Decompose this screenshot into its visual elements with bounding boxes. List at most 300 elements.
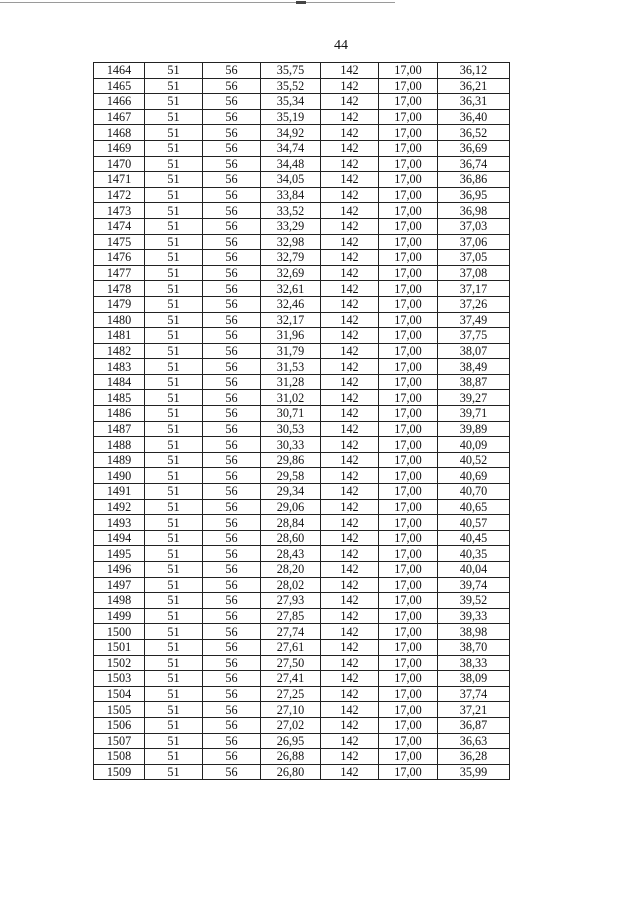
table-cell: 1481 <box>94 328 145 344</box>
table-cell: 36,28 <box>438 749 510 765</box>
table-cell: 37,06 <box>438 234 510 250</box>
table-cell: 37,03 <box>438 218 510 234</box>
table-cell: 142 <box>321 686 379 702</box>
table-cell: 56 <box>203 655 261 671</box>
table-cell: 51 <box>145 140 203 156</box>
table-cell: 51 <box>145 359 203 375</box>
table-cell: 29,86 <box>261 452 321 468</box>
table-cell: 1465 <box>94 78 145 94</box>
table-cell: 17,00 <box>379 343 438 359</box>
table-cell: 142 <box>321 452 379 468</box>
table-cell: 1491 <box>94 484 145 500</box>
table-row <box>94 452 510 468</box>
table-cell: 142 <box>321 406 379 422</box>
table-cell: 17,00 <box>379 140 438 156</box>
table-cell: 142 <box>321 296 379 312</box>
table-row <box>94 702 510 718</box>
table-cell: 56 <box>203 390 261 406</box>
table-cell: 142 <box>321 655 379 671</box>
table-row <box>94 343 510 359</box>
table-row <box>94 421 510 437</box>
table-cell: 38,98 <box>438 624 510 640</box>
table-cell: 56 <box>203 234 261 250</box>
table-cell: 1487 <box>94 421 145 437</box>
table-cell: 40,09 <box>438 437 510 453</box>
table-cell: 142 <box>321 515 379 531</box>
table-cell: 17,00 <box>379 374 438 390</box>
table-body <box>94 63 510 780</box>
table-row <box>94 624 510 640</box>
table-row <box>94 499 510 515</box>
table-cell: 36,87 <box>438 717 510 733</box>
table-cell: 40,45 <box>438 530 510 546</box>
table-cell: 17,00 <box>379 156 438 172</box>
table-cell: 51 <box>145 749 203 765</box>
table-cell: 51 <box>145 702 203 718</box>
table-cell: 1483 <box>94 359 145 375</box>
table-cell: 51 <box>145 281 203 297</box>
table-cell: 51 <box>145 624 203 640</box>
table-cell: 31,53 <box>261 359 321 375</box>
table-row <box>94 639 510 655</box>
table-cell: 17,00 <box>379 312 438 328</box>
table-cell: 17,00 <box>379 577 438 593</box>
table-cell: 56 <box>203 499 261 515</box>
table-cell: 56 <box>203 671 261 687</box>
table-cell: 142 <box>321 764 379 780</box>
table-cell: 17,00 <box>379 593 438 609</box>
table-cell: 40,35 <box>438 546 510 562</box>
table-cell: 38,87 <box>438 374 510 390</box>
table-row <box>94 593 510 609</box>
table-cell: 142 <box>321 593 379 609</box>
table-row <box>94 562 510 578</box>
table-cell: 1485 <box>94 390 145 406</box>
table-cell: 17,00 <box>379 515 438 531</box>
table-cell: 40,04 <box>438 562 510 578</box>
table-cell: 37,17 <box>438 281 510 297</box>
table-cell: 34,92 <box>261 125 321 141</box>
table-cell: 51 <box>145 686 203 702</box>
table-cell: 17,00 <box>379 717 438 733</box>
table-cell: 56 <box>203 717 261 733</box>
table-cell: 37,74 <box>438 686 510 702</box>
table-cell: 51 <box>145 655 203 671</box>
table-cell: 56 <box>203 577 261 593</box>
table-cell: 142 <box>321 639 379 655</box>
table-row <box>94 172 510 188</box>
table-cell: 142 <box>321 484 379 500</box>
table-cell: 35,75 <box>261 63 321 79</box>
table-row <box>94 546 510 562</box>
table-row <box>94 764 510 780</box>
table-cell: 17,00 <box>379 546 438 562</box>
table-cell: 29,06 <box>261 499 321 515</box>
table-cell: 17,00 <box>379 281 438 297</box>
table-cell: 27,41 <box>261 671 321 687</box>
table-cell: 56 <box>203 125 261 141</box>
table-cell: 56 <box>203 546 261 562</box>
table-cell: 28,20 <box>261 562 321 578</box>
table-cell: 142 <box>321 94 379 110</box>
table-cell: 36,74 <box>438 156 510 172</box>
table-cell: 37,75 <box>438 328 510 344</box>
table-cell: 51 <box>145 125 203 141</box>
table-cell: 17,00 <box>379 764 438 780</box>
table-cell: 142 <box>321 203 379 219</box>
table-cell: 56 <box>203 733 261 749</box>
table-cell: 51 <box>145 437 203 453</box>
table-cell: 51 <box>145 63 203 79</box>
table-cell: 40,57 <box>438 515 510 531</box>
table-cell: 142 <box>321 671 379 687</box>
table-cell: 56 <box>203 515 261 531</box>
table-cell: 36,31 <box>438 94 510 110</box>
table-cell: 30,71 <box>261 406 321 422</box>
table-cell: 51 <box>145 639 203 655</box>
table-cell: 51 <box>145 608 203 624</box>
table-cell: 1488 <box>94 437 145 453</box>
table-cell: 56 <box>203 764 261 780</box>
data-table <box>93 62 510 780</box>
table-cell: 1476 <box>94 250 145 266</box>
table-cell: 36,21 <box>438 78 510 94</box>
table-row <box>94 94 510 110</box>
table-cell: 51 <box>145 562 203 578</box>
table-cell: 56 <box>203 468 261 484</box>
table-cell: 56 <box>203 749 261 765</box>
table-cell: 51 <box>145 312 203 328</box>
table-cell: 1497 <box>94 577 145 593</box>
table-cell: 51 <box>145 265 203 281</box>
table-cell: 51 <box>145 671 203 687</box>
table-cell: 142 <box>321 577 379 593</box>
table-row <box>94 655 510 671</box>
table-cell: 142 <box>321 140 379 156</box>
table-cell: 17,00 <box>379 499 438 515</box>
table-cell: 56 <box>203 156 261 172</box>
table-cell: 35,99 <box>438 764 510 780</box>
table-cell: 17,00 <box>379 484 438 500</box>
table-cell: 142 <box>321 250 379 266</box>
table-cell: 1504 <box>94 686 145 702</box>
table-cell: 56 <box>203 312 261 328</box>
table-cell: 1480 <box>94 312 145 328</box>
table-cell: 1502 <box>94 655 145 671</box>
table-cell: 17,00 <box>379 562 438 578</box>
table-cell: 51 <box>145 218 203 234</box>
table-cell: 36,63 <box>438 733 510 749</box>
table-cell: 56 <box>203 686 261 702</box>
table-cell: 27,10 <box>261 702 321 718</box>
table-cell: 31,02 <box>261 390 321 406</box>
table-cell: 30,53 <box>261 421 321 437</box>
table-row <box>94 218 510 234</box>
table-cell: 39,74 <box>438 577 510 593</box>
table-cell: 17,00 <box>379 421 438 437</box>
table-cell: 51 <box>145 406 203 422</box>
table-cell: 35,19 <box>261 109 321 125</box>
table-cell: 1500 <box>94 624 145 640</box>
table-cell: 56 <box>203 437 261 453</box>
table-cell: 142 <box>321 218 379 234</box>
table-cell: 17,00 <box>379 686 438 702</box>
table-cell: 1484 <box>94 374 145 390</box>
table-cell: 17,00 <box>379 437 438 453</box>
table-cell: 30,33 <box>261 437 321 453</box>
table-cell: 51 <box>145 499 203 515</box>
table-row <box>94 63 510 79</box>
table-cell: 56 <box>203 484 261 500</box>
table-cell: 56 <box>203 452 261 468</box>
table-cell: 51 <box>145 733 203 749</box>
table-cell: 51 <box>145 468 203 484</box>
table-cell: 1507 <box>94 733 145 749</box>
table-cell: 17,00 <box>379 390 438 406</box>
table-cell: 34,74 <box>261 140 321 156</box>
table-cell: 17,00 <box>379 218 438 234</box>
table-cell: 56 <box>203 78 261 94</box>
table-row <box>94 296 510 312</box>
table-cell: 142 <box>321 562 379 578</box>
table-cell: 1477 <box>94 265 145 281</box>
table-cell: 38,07 <box>438 343 510 359</box>
table-cell: 1498 <box>94 593 145 609</box>
table-row <box>94 749 510 765</box>
table-cell: 1492 <box>94 499 145 515</box>
table-cell: 17,00 <box>379 125 438 141</box>
table-cell: 17,00 <box>379 250 438 266</box>
table-row <box>94 140 510 156</box>
table-cell: 17,00 <box>379 608 438 624</box>
table-cell: 1489 <box>94 452 145 468</box>
table-cell: 142 <box>321 624 379 640</box>
table-cell: 51 <box>145 515 203 531</box>
table-cell: 33,84 <box>261 187 321 203</box>
table-cell: 36,98 <box>438 203 510 219</box>
table-cell: 142 <box>321 374 379 390</box>
table-cell: 56 <box>203 296 261 312</box>
table-cell: 17,00 <box>379 296 438 312</box>
table-cell: 142 <box>321 608 379 624</box>
table-row <box>94 109 510 125</box>
table-cell: 32,46 <box>261 296 321 312</box>
table-row <box>94 577 510 593</box>
table-cell: 51 <box>145 203 203 219</box>
table-row <box>94 530 510 546</box>
table-cell: 27,02 <box>261 717 321 733</box>
table-cell: 51 <box>145 374 203 390</box>
table-row <box>94 203 510 219</box>
table-cell: 1482 <box>94 343 145 359</box>
table-cell: 142 <box>321 281 379 297</box>
table-row <box>94 390 510 406</box>
table-cell: 56 <box>203 109 261 125</box>
table-cell: 56 <box>203 172 261 188</box>
table-cell: 27,74 <box>261 624 321 640</box>
table-cell: 51 <box>145 328 203 344</box>
table-cell: 142 <box>321 187 379 203</box>
table-cell: 37,08 <box>438 265 510 281</box>
table-cell: 142 <box>321 265 379 281</box>
table-cell: 56 <box>203 281 261 297</box>
table-cell: 51 <box>145 234 203 250</box>
table-cell: 36,69 <box>438 140 510 156</box>
table-row <box>94 250 510 266</box>
table-cell: 1470 <box>94 156 145 172</box>
table-cell: 51 <box>145 187 203 203</box>
table-cell: 56 <box>203 328 261 344</box>
table-cell: 1505 <box>94 702 145 718</box>
table-cell: 51 <box>145 530 203 546</box>
table-cell: 17,00 <box>379 203 438 219</box>
table-cell: 17,00 <box>379 187 438 203</box>
table-cell: 142 <box>321 125 379 141</box>
table-cell: 27,61 <box>261 639 321 655</box>
table-cell: 37,21 <box>438 702 510 718</box>
table-cell: 1495 <box>94 546 145 562</box>
table-cell: 56 <box>203 359 261 375</box>
table-cell: 1478 <box>94 281 145 297</box>
table-cell: 142 <box>321 109 379 125</box>
table-cell: 51 <box>145 172 203 188</box>
table-cell: 142 <box>321 421 379 437</box>
table-cell: 39,33 <box>438 608 510 624</box>
table-cell: 39,89 <box>438 421 510 437</box>
table-cell: 1479 <box>94 296 145 312</box>
table-cell: 27,85 <box>261 608 321 624</box>
table-cell: 26,80 <box>261 764 321 780</box>
table-cell: 31,79 <box>261 343 321 359</box>
table-cell: 56 <box>203 218 261 234</box>
table-cell: 17,00 <box>379 78 438 94</box>
table-cell: 17,00 <box>379 671 438 687</box>
table-cell: 37,49 <box>438 312 510 328</box>
table-cell: 56 <box>203 187 261 203</box>
table-cell: 56 <box>203 562 261 578</box>
table-cell: 1472 <box>94 187 145 203</box>
table-cell: 1474 <box>94 218 145 234</box>
table-cell: 51 <box>145 296 203 312</box>
table-cell: 33,29 <box>261 218 321 234</box>
table-cell: 142 <box>321 343 379 359</box>
table-cell: 17,00 <box>379 452 438 468</box>
table-row <box>94 328 510 344</box>
table-cell: 51 <box>145 421 203 437</box>
table-cell: 17,00 <box>379 733 438 749</box>
table-cell: 35,52 <box>261 78 321 94</box>
table-cell: 1506 <box>94 717 145 733</box>
table-row <box>94 515 510 531</box>
table-cell: 51 <box>145 717 203 733</box>
table-cell: 40,52 <box>438 452 510 468</box>
table-cell: 142 <box>321 749 379 765</box>
table-cell: 56 <box>203 265 261 281</box>
table-cell: 142 <box>321 328 379 344</box>
scan-top-rule <box>0 2 395 3</box>
table-cell: 28,84 <box>261 515 321 531</box>
table-cell: 142 <box>321 312 379 328</box>
table-cell: 26,95 <box>261 733 321 749</box>
table-cell: 1469 <box>94 140 145 156</box>
table-cell: 32,61 <box>261 281 321 297</box>
table-cell: 51 <box>145 764 203 780</box>
table-cell: 51 <box>145 343 203 359</box>
table-cell: 142 <box>321 546 379 562</box>
table-cell: 142 <box>321 702 379 718</box>
table-cell: 17,00 <box>379 109 438 125</box>
table-cell: 56 <box>203 94 261 110</box>
table-cell: 142 <box>321 156 379 172</box>
table-cell: 56 <box>203 608 261 624</box>
table-cell: 36,52 <box>438 125 510 141</box>
table-row <box>94 359 510 375</box>
table-cell: 40,70 <box>438 484 510 500</box>
table-cell: 56 <box>203 593 261 609</box>
table-cell: 34,48 <box>261 156 321 172</box>
table-row <box>94 374 510 390</box>
table-cell: 1494 <box>94 530 145 546</box>
table-cell: 56 <box>203 406 261 422</box>
table-cell: 28,02 <box>261 577 321 593</box>
table-cell: 28,60 <box>261 530 321 546</box>
table-cell: 31,28 <box>261 374 321 390</box>
table-row <box>94 437 510 453</box>
table-cell: 142 <box>321 390 379 406</box>
table-cell: 56 <box>203 421 261 437</box>
table-cell: 36,86 <box>438 172 510 188</box>
table-cell: 51 <box>145 390 203 406</box>
table-row <box>94 484 510 500</box>
table-cell: 31,96 <box>261 328 321 344</box>
table-cell: 142 <box>321 468 379 484</box>
table-cell: 17,00 <box>379 406 438 422</box>
table-cell: 1475 <box>94 234 145 250</box>
table-cell: 1501 <box>94 639 145 655</box>
table-cell: 36,12 <box>438 63 510 79</box>
table-cell: 51 <box>145 452 203 468</box>
table-cell: 51 <box>145 78 203 94</box>
table-cell: 1499 <box>94 608 145 624</box>
table-cell: 56 <box>203 203 261 219</box>
table-cell: 27,25 <box>261 686 321 702</box>
table-row <box>94 686 510 702</box>
table-cell: 17,00 <box>379 234 438 250</box>
table-row <box>94 671 510 687</box>
table-cell: 26,88 <box>261 749 321 765</box>
table-cell: 17,00 <box>379 468 438 484</box>
table-cell: 36,95 <box>438 187 510 203</box>
table-cell: 39,52 <box>438 593 510 609</box>
table-cell: 1508 <box>94 749 145 765</box>
table-row <box>94 468 510 484</box>
table-cell: 1490 <box>94 468 145 484</box>
table-cell: 142 <box>321 63 379 79</box>
table-cell: 56 <box>203 374 261 390</box>
table-cell: 17,00 <box>379 328 438 344</box>
table-cell: 32,17 <box>261 312 321 328</box>
table-row <box>94 281 510 297</box>
table-cell: 56 <box>203 530 261 546</box>
table-cell: 17,00 <box>379 63 438 79</box>
table-row <box>94 187 510 203</box>
table-cell: 17,00 <box>379 749 438 765</box>
table-row <box>94 156 510 172</box>
table-cell: 142 <box>321 234 379 250</box>
table-cell: 56 <box>203 624 261 640</box>
table-cell: 142 <box>321 78 379 94</box>
table-cell: 32,98 <box>261 234 321 250</box>
